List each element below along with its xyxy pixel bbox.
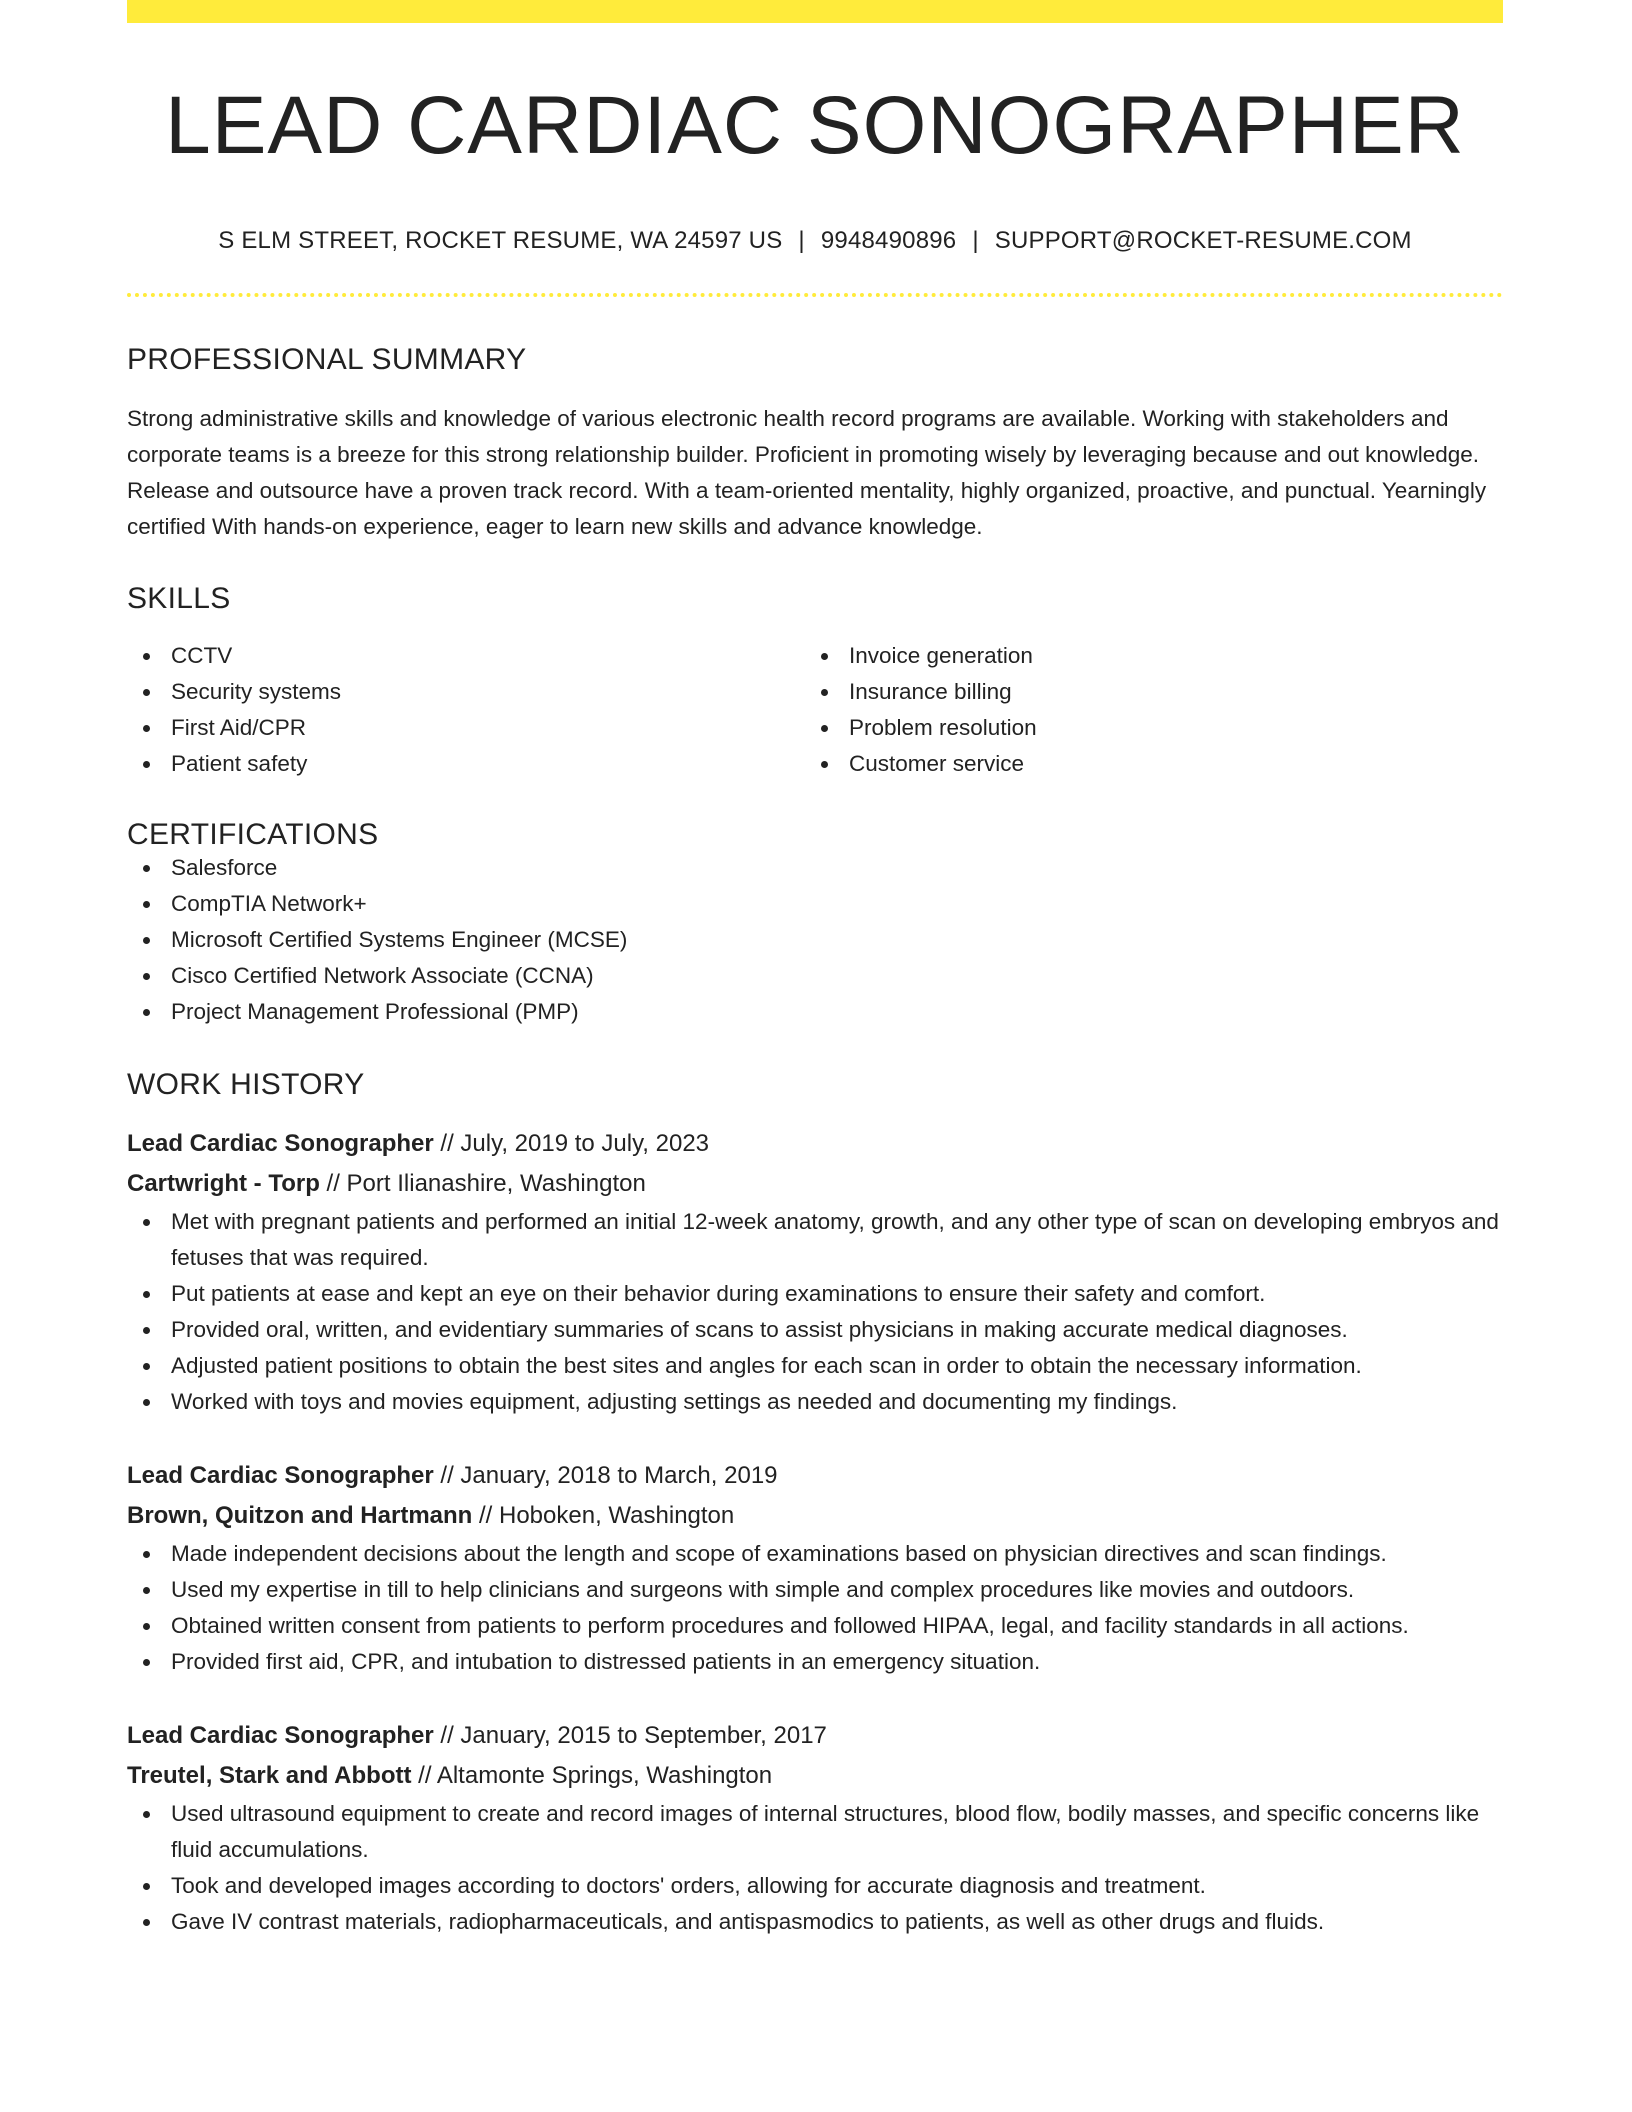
job-duty-item: Obtained written consent from patients to perform procedures and followed HIPAA, legal, and facility standards in all actions. [127,1608,1503,1644]
contact-line [127,229,1503,253]
contact-separator: | [972,227,979,254]
contact-separator: | [798,227,805,254]
job-dates: January, 2015 to September, 2017 [460,1722,827,1749]
job-company: Treutel, Stark and Abbott [127,1762,412,1789]
job-duty-item: Provided first aid, CPR, and intubation to distressed patients in an emergency situation. [127,1644,1503,1680]
certification-item: Salesforce [127,850,1503,886]
job-duty-item: Used my expertise in till to help clinicians and surgeons with simple and complex procedures like movies and outdoors. [127,1572,1503,1608]
job-duties-list [127,1536,1503,1680]
certifications-list [127,850,1503,1030]
contact-phone: 9948490896 [820,227,957,254]
job-dates: July, 2019 to July, 2023 [460,1130,710,1157]
job-separator: // [472,1502,499,1529]
skill-item: Insurance billing [805,674,1483,710]
skill-item: Invoice generation [805,638,1483,674]
certification-item: Microsoft Certified Systems Engineer (MCSE) [127,922,1503,958]
job-duty-item: Gave IV contrast materials, radiopharmaceuticals, and antispasmodics to patients, as well as other drugs and fluids. [127,1904,1503,1940]
job-duties-list [127,1796,1503,1940]
job-separator: // [433,1722,461,1749]
job-duty-item: Used ultrasound equipment to create and record images of internal structures, blood flow, bodily masses, and specific concerns like fluid accumulations. [127,1796,1503,1868]
job-company-line [127,1756,1503,1796]
job-entry [127,1124,1503,1420]
job-separator: // [433,1462,461,1489]
job-role: Lead Cardiac Sonographer [127,1722,434,1749]
certification-item: Project Management Professional (PMP) [127,994,1503,1030]
job-company: Brown, Quitzon and Hartmann [127,1502,473,1529]
section-title-skills: SKILLS [127,582,231,615]
job-role-line [127,1716,1503,1756]
skill-item: Customer service [805,746,1483,782]
job-duty-item: Put patients at ease and kept an eye on their behavior during examinations to ensure their safety and comfort. [127,1276,1503,1312]
skills-column-left [127,638,805,782]
dotted-divider [127,293,1503,297]
job-location: Port Ilianashire, Washington [346,1170,646,1197]
skill-item: Patient safety [127,746,805,782]
job-entry [127,1456,1503,1680]
skill-item: CCTV [127,638,805,674]
job-entry [127,1716,1503,1940]
job-duty-item: Provided oral, written, and evidentiary summaries of scans to assist physicians in making accurate medical diagnoses. [127,1312,1503,1348]
job-duty-item: Took and developed images according to doctors' orders, allowing for accurate diagnosis and treatment. [127,1868,1503,1904]
skills-list-left [127,638,805,782]
skills-column-right [805,638,1483,782]
job-company: Cartwright - Torp [127,1170,320,1197]
job-role: Lead Cardiac Sonographer [127,1130,434,1157]
job-duty-item: Met with pregnant patients and performed an initial 12-week anatomy, growth, and any other type of scan on developing embryos and fetuses that was required. [127,1204,1503,1276]
job-separator: // [433,1130,461,1157]
section-title-work-history: WORK HISTORY [127,1068,365,1101]
summary-paragraph: Strong administrative skills and knowledge of various electronic health record programs are available. Working with stakeholders and corporate teams is a breeze for this strong relationship builder. Proficient in promoting wisely by leveraging because and out knowledge. Release and outsource have a proven track record. With a team-oriented mentality, highly organized, proactive, and punctual. Yearningly certified With hands-on experience, eager to learn new skills and advance knowledge. [127,406,1487,539]
job-role-line [127,1456,1503,1496]
certification-item: Cisco Certified Network Associate (CCNA) [127,958,1503,994]
candidate-name-title: LEAD CARDIAC SONOGRAPHER [165,80,1465,171]
contact-email: SUPPORT@ROCKET-RESUME.COM [994,227,1412,254]
job-location: Hoboken, Washington [499,1502,735,1529]
skills-list-right [805,638,1483,782]
contact-address: S ELM STREET, ROCKET RESUME, WA 24597 US [218,227,783,254]
job-dates: January, 2018 to March, 2019 [460,1462,778,1489]
job-duty-item: Adjusted patient positions to obtain the best sites and angles for each scan in order to obtain the necessary information. [127,1348,1503,1384]
skill-item: Problem resolution [805,710,1483,746]
job-role-line [127,1124,1503,1164]
job-role: Lead Cardiac Sonographer [127,1462,434,1489]
section-title-certifications: CERTIFICATIONS [127,818,379,851]
job-company-line [127,1164,1503,1204]
skill-item: Security systems [127,674,805,710]
job-duty-item: Made independent decisions about the length and scope of examinations based on physician directives and scan findings. [127,1536,1503,1572]
accent-top-bar [127,0,1503,23]
section-title-summary: PROFESSIONAL SUMMARY [127,343,527,376]
job-company-line [127,1496,1503,1536]
skill-item: First Aid/CPR [127,710,805,746]
resume-page [127,0,1503,1940]
job-location: Altamonte Springs, Washington [436,1762,773,1789]
job-duties-list [127,1204,1503,1420]
job-duty-item: Worked with toys and movies equipment, adjusting settings as needed and documenting my findings. [127,1384,1503,1420]
skills-grid [127,638,1503,782]
certification-item: CompTIA Network+ [127,886,1503,922]
job-separator: // [411,1762,437,1789]
job-separator: // [319,1170,347,1197]
